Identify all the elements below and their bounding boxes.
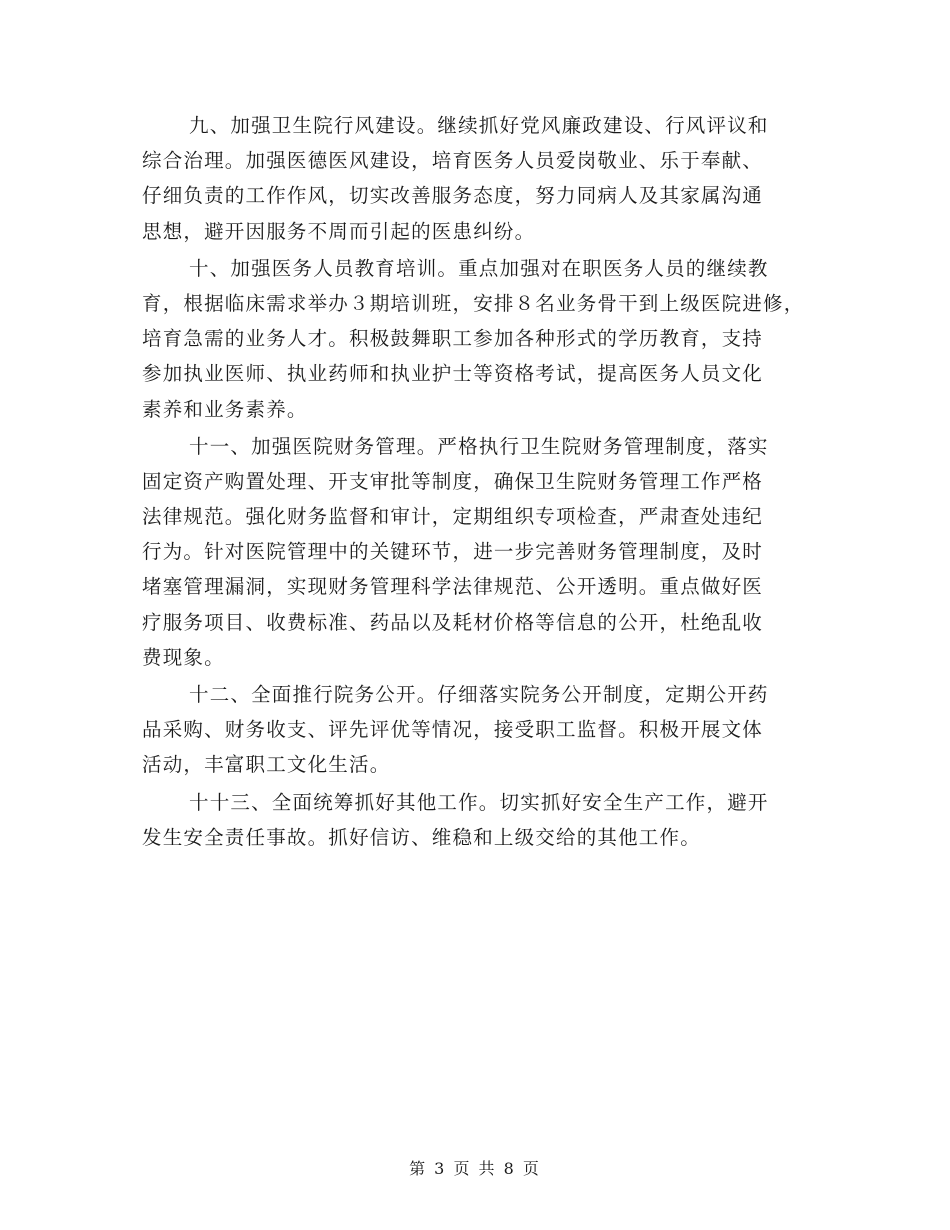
paragraph-line: 十、加强医务人员教育培训。重点加强对在职医务人员的继续教	[189, 256, 769, 280]
paragraph-line: 综合治理。加强医德医风建设，培育医务人员爱岗敬业、乐于奉献、	[142, 149, 764, 173]
page-number-footer: 第 3 页 共 8 页	[409, 1159, 541, 1178]
document-body	[142, 108, 805, 855]
paragraph-10	[142, 251, 805, 427]
paragraph-11	[142, 429, 802, 675]
paragraph-line: 发生安全责任事故。抓好信访、维稳和上级交给的其他工作。	[142, 825, 701, 849]
paragraph-line: 思想，避开因服务不周而引起的医患纠纷。	[142, 219, 536, 243]
paragraph-line: 疗服务项目、收费标准、药品以及耗材价格等信息的公开，杜绝乱收	[142, 610, 764, 634]
paragraph-line: 法律规范。强化财务监督和审计，定期组织专项检查，严肃查处违纪	[142, 505, 764, 529]
paragraph-line: 十十三、全面统筹抓好其他工作。切实抓好安全生产工作，避开	[189, 790, 769, 814]
paragraph-line: 九、加强卫生院行风建设。继续抓好党风廉政建设、行风评议和	[189, 114, 769, 137]
paragraph-line: 十二、全面推行院务公开。仔细落实院务公开制度，定期公开药	[189, 683, 769, 706]
paragraph-line: 固定资产购置处理、开支审批等制度，确保卫生院财务管理工作严格	[142, 469, 764, 493]
paragraph-line: 行为。针对医院管理中的关键环节，进一步完善财务管理制度，及时	[142, 540, 764, 564]
paragraph-line: 活动，丰富职工文化生活。	[142, 753, 391, 777]
paragraph-line: 品采购、财务收支、评先评优等情况，接受职工监督。积极开展文体	[142, 718, 764, 742]
paragraph-line: 参加执业医师、执业药师和执业护士等资格考试，提高医务人员文化	[142, 362, 764, 386]
paragraph-line: 素养和业务素养。	[142, 397, 308, 421]
paragraph-12	[142, 677, 802, 783]
paragraph-13	[142, 785, 802, 855]
paragraph-line: 仔细负责的工作作风，切实改善服务态度，努力同病人及其家属沟通	[142, 184, 764, 208]
paragraph-line: 堵塞管理漏洞，实现财务管理科学法律规范、公开透明。重点做好医	[142, 575, 764, 599]
paragraph-9	[142, 108, 802, 249]
paragraph-line: 育，根据临床需求举办３期培训班，安排８名业务骨干到上级医院进修，	[142, 291, 805, 315]
paragraph-line: 费现象。	[142, 645, 225, 669]
paragraph-line: 培育急需的业务人才。积极鼓舞职工参加各种形式的学历教育，支持	[142, 327, 764, 351]
paragraph-line: 十一、加强医院财务管理。严格执行卫生院财务管理制度，落实	[189, 434, 769, 458]
